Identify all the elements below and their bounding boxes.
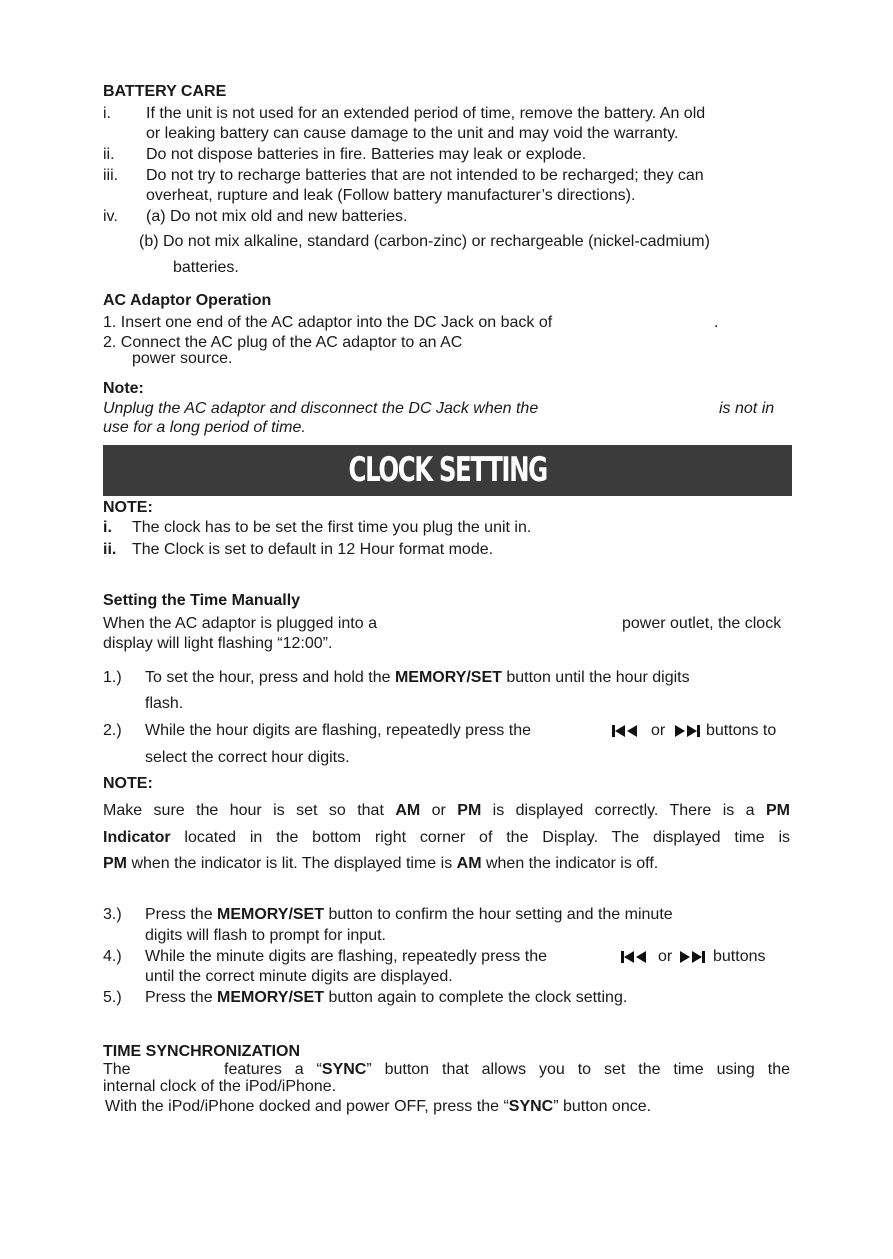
manual-intro: When the AC adaptor is plugged into a (103, 615, 377, 632)
note-item-text: The clock has to be set the first time you plug the unit in. (132, 519, 532, 536)
step-text: or (651, 722, 666, 739)
battery-item-text: (a) Do not mix old and new batteries. (146, 208, 408, 225)
note-heading: Note: (103, 380, 144, 397)
battery-item-num: iii. (103, 167, 119, 184)
skip-next-icon (679, 950, 707, 964)
sync-text: With the iPod/iPhone docked and power OFF, press the “SYNC” button once. (105, 1098, 652, 1115)
ac-step: 1. Insert one end of the AC adaptor into the DC Jack on back of (103, 314, 553, 331)
skip-previous-icon (620, 950, 648, 964)
note-text: Make sure the hour is set so that AM or PM is displayed correctly. There is a PM (103, 802, 790, 819)
note-heading: NOTE: (103, 775, 153, 792)
note-text: PM when the indicator is lit. The displayed time is AM when the indicator is off. (103, 855, 659, 872)
step-text: select the correct hour digits. (145, 749, 350, 766)
step-text: Press the MEMORY/SET button to confirm the hour setting and the minute (145, 906, 673, 923)
step-num: 5.) (103, 989, 122, 1006)
battery-item-text: (b) Do not mix alkaline, standard (carbon-zinc) or rechargeable (nickel-cadmium) (139, 233, 710, 250)
battery-item-text: or leaking battery can cause damage to the unit and may void the warranty. (146, 125, 679, 142)
note-text: is not in (719, 400, 775, 417)
step-text: Press the MEMORY/SET button again to complete the clock setting. (145, 989, 628, 1006)
note-item-num: i. (103, 519, 112, 536)
ac-step: power source. (132, 350, 233, 367)
battery-care-heading: BATTERY CARE (103, 83, 227, 100)
step-text: until the correct minute digits are displayed. (145, 968, 453, 985)
banner-title: CLOCK SETTING (348, 450, 547, 490)
step-num: 2.) (103, 722, 122, 739)
note-heading: NOTE: (103, 499, 153, 516)
ac-adaptor-heading: AC Adaptor Operation (103, 292, 272, 309)
manual-intro: power outlet, the clock (622, 615, 782, 632)
step-text: To set the hour, press and hold the MEMORY/SET button until the hour digits (145, 669, 690, 686)
ac-step: 2. Connect the AC plug of the AC adaptor to an AC (103, 334, 463, 351)
battery-item-text: Do not dispose batteries in fire. Batteries may leak or explode. (146, 146, 587, 163)
battery-item-text: Do not try to recharge batteries that are not intended to be recharged; they can (146, 167, 704, 184)
note-text: Unplug the AC adaptor and disconnect the DC Jack when the (103, 400, 539, 417)
manual-heading: Setting the Time Manually (103, 592, 301, 609)
step-text: While the minute digits are flashing, repeatedly press the (145, 948, 547, 965)
battery-item-num: ii. (103, 146, 115, 163)
battery-item-text: overheat, rupture and leak (Follow battery manufacturer’s directions). (146, 187, 636, 204)
step-num: 4.) (103, 948, 122, 965)
step-text: While the hour digits are flashing, repeatedly press the (145, 722, 531, 739)
step-num: 3.) (103, 906, 122, 923)
step-text: flash. (145, 695, 184, 712)
note-text: use for a long period of time. (103, 419, 306, 436)
sync-text: features a “SYNC” button that allows you to set the time using the (224, 1061, 790, 1078)
sync-heading: TIME SYNCHRONIZATION (103, 1043, 301, 1060)
step-text: buttons (713, 948, 766, 965)
note-text: Indicator located in the bottom right corner of the Display. The displayed time is (103, 829, 790, 846)
skip-previous-icon (611, 724, 639, 738)
sync-text: internal clock of the iPod/iPhone. (103, 1078, 337, 1095)
note-item-num: ii. (103, 541, 117, 558)
note-item-text: The Clock is set to default in 12 Hour format mode. (132, 541, 494, 558)
step-text: digits will flash to prompt for input. (145, 927, 386, 944)
battery-item-text: If the unit is not used for an extended period of time, remove the battery. An old (146, 105, 706, 122)
skip-next-icon (674, 724, 702, 738)
step-text: buttons to (706, 722, 777, 739)
step-num: 1.) (103, 669, 122, 686)
battery-item-num: iv. (103, 208, 118, 225)
step-text: or (658, 948, 673, 965)
battery-item-text: batteries. (173, 259, 239, 276)
clock-setting-banner (103, 445, 792, 496)
battery-item-num: i. (103, 105, 111, 122)
manual-intro: display will light flashing “12:00”. (103, 635, 333, 652)
ac-step-period: . (714, 314, 719, 331)
sync-text: The (103, 1061, 131, 1078)
